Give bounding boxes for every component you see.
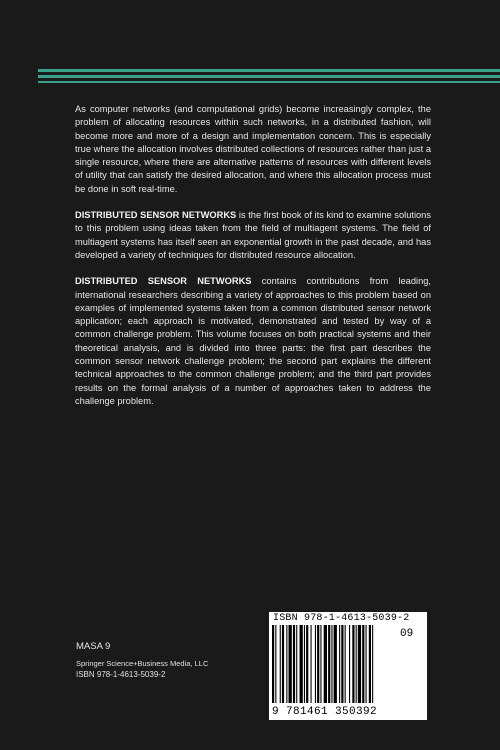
blurb-paragraph-2 xyxy=(75,209,431,262)
blurb-paragraph-3 xyxy=(75,275,431,408)
barcode-bar xyxy=(272,625,274,703)
blurb-text: is the first book of its kind to examine solutions to this problem using ideas taken from the field of multiagent systems. The field of multiagent systems has itself seen an exponential growth in the past decade, and has developed a variety of techniques for distributed resource allocation. xyxy=(75,210,432,260)
barcode-bar xyxy=(275,625,276,703)
barcode-bar xyxy=(356,625,357,703)
barcode-bar xyxy=(306,625,308,703)
barcode-bar xyxy=(369,625,371,703)
blurb-text: contains contributions from leading, international researchers describing a variety of approaches to this problem based on examples of implemented systems taken from a common distributed sensor network application; each approach is motivated, demonstrated and tested by way of a common challenge problem. This volume focuses on both practical systems and their theoretical analysis, and is divided into three parts: the first part describes the common sensor network challenge problem; the second part explains the different technical approaches to the common challenge problem; and the third part provides results on the formal analysis of a number of approaches taken to address the challenge problem. xyxy=(75,276,431,406)
barcode-bar xyxy=(293,625,295,703)
barcode-bar xyxy=(349,625,350,703)
barcode-bar xyxy=(328,625,330,703)
barcode-digits: 9 781461 350392 xyxy=(272,706,378,718)
barcode-bar xyxy=(282,625,284,703)
barcode-bar xyxy=(358,625,361,703)
barcode-bars xyxy=(272,625,400,705)
barcode-bar xyxy=(341,625,343,703)
barcode-bar xyxy=(289,625,292,703)
barcode-bar xyxy=(300,625,303,703)
book-title: DISTRIBUTED SENSOR NETWORKS xyxy=(75,276,252,287)
blurb-paragraph-1: As computer networks (and computational grids) become increasingly complex, the problem of allocating resources within such networks, in a distributed fashion, will become more and more of a design and implementation concern. This is especially true where the allocation involves distributed collections of resources rather than just a single resource, where there are alternative patterns of resources with different levels of utility that can satisfy the desired allocation, and where this allocation process must be done in soft real-time. xyxy=(75,104,431,194)
barcode-bar xyxy=(331,625,332,703)
barcode-addon: 09 xyxy=(400,628,414,640)
stripe xyxy=(38,81,500,83)
publisher-label: Springer Science+Business Media, LLC xyxy=(76,659,209,668)
isbn-label: ISBN 978-1-4613-5039-2 xyxy=(76,670,166,679)
barcode-bar xyxy=(315,625,316,703)
barcode-bar xyxy=(304,625,305,703)
stripe xyxy=(38,69,500,72)
barcode xyxy=(269,612,427,720)
barcode-isbn-label: ISBN 978-1-4613-5039-2 xyxy=(273,613,410,624)
barcode-bar xyxy=(334,625,337,703)
barcode-bar xyxy=(320,625,321,703)
barcode-bar xyxy=(362,625,364,703)
series-label: MASA 9 xyxy=(76,641,111,652)
barcode-bar xyxy=(286,625,287,703)
barcode-bar xyxy=(339,625,340,703)
barcode-bar xyxy=(345,625,346,703)
decorative-stripes xyxy=(38,69,500,86)
stripe xyxy=(38,75,500,78)
book-title: DISTRIBUTED SENSOR NETWORKS xyxy=(75,210,237,221)
barcode-bar xyxy=(296,625,297,703)
barcode-bar xyxy=(352,625,354,703)
barcode-bar xyxy=(372,625,373,703)
barcode-bar xyxy=(324,625,327,703)
back-cover-blurb xyxy=(75,103,431,421)
barcode-bar xyxy=(317,625,319,703)
barcode-bar xyxy=(311,625,312,703)
barcode-bar xyxy=(366,625,367,703)
barcode-bar xyxy=(280,625,281,703)
